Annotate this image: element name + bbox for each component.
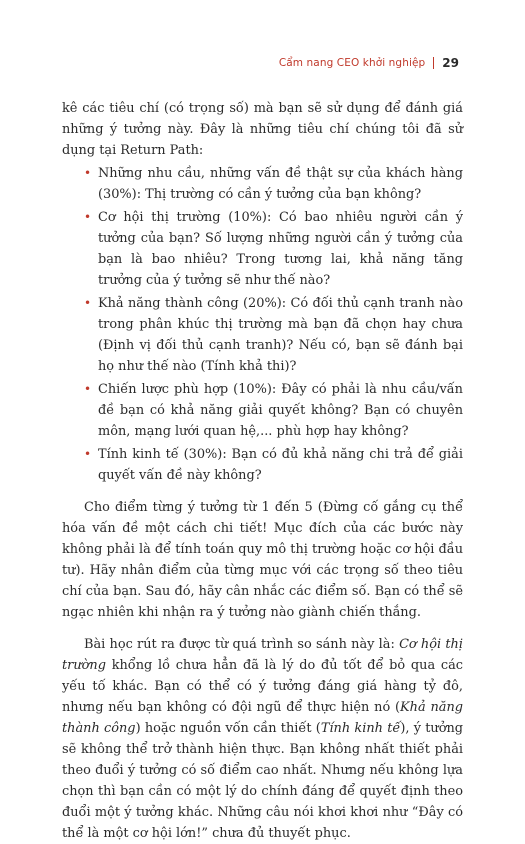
list-item-text: Cơ hội thị trường (10%): Có bao nhiêu người cần ý tưởng của bạn? Số lượng những người cần ý tưởng của bạn là bao nhiêu? Trong tương lai, khả năng tăng trưởng của ý tưởng sẽ như thế nào? xyxy=(98,210,463,288)
list-item-text: Khả năng thành công (20%): Có đối thủ cạnh tranh nào trong phân khúc thị trường mà bạn đã chọn hay chưa (Định vị đối thủ cạnh tranh)? Nếu có, bạn sẽ đánh bại họ như thế nào (Tính khả thi)? xyxy=(98,296,463,374)
emphasis-success-ability: Khả năng thành công xyxy=(62,700,464,736)
list-item xyxy=(84,379,463,442)
list-item xyxy=(84,207,463,291)
bullet-icon: • xyxy=(84,382,92,396)
bullet-icon: • xyxy=(84,447,92,461)
bullet-icon: • xyxy=(84,296,92,310)
list-item xyxy=(84,163,463,205)
list-item xyxy=(84,293,463,377)
emphasis-market-opportunity: Cơ hội thị trường xyxy=(62,637,463,673)
list-item-text: Những nhu cầu, những vấn đề thật sự của khách hàng (30%): Thị trường có cần ý tưởng của bạn không? xyxy=(98,166,463,202)
text-run: ) hoặc nguồn vốn cần thiết ( xyxy=(135,721,321,736)
page-number: 29 xyxy=(442,56,459,70)
emphasis-economics: Tính kinh tế xyxy=(320,721,401,736)
page-body xyxy=(62,98,463,844)
bullet-icon: • xyxy=(84,166,92,180)
criteria-list xyxy=(62,163,463,486)
list-item xyxy=(84,444,463,486)
scoring-paragraph: Cho điểm từng ý tưởng từ 1 đến 5 (Đừng cố gắng cụ thể hóa vấn đề một cách chi tiết! Mục đích của các bước này không phải là để tính toán quy mô thị trường hoặc cơ hội đầu tư). Hãy nhân điểm của từng mục với các trọng số theo tiêu chí của bạn. Sau đó, hãy cân nhắc các điểm số. Bạn có thể sẽ ngạc nhiên khi nhận ra ý tưởng nào giành chiến thắng. xyxy=(62,500,463,620)
header-divider xyxy=(433,57,434,69)
text-run: khổng lồ chưa hẳn đã là lý do đủ tốt để bỏ qua các yếu tố khác. Bạn có thể có ý tưởng đáng giá hàng tỷ đô, nhưng nếu bạn không có đội ngũ để thực hiện nó ( xyxy=(62,658,463,715)
bullet-icon: • xyxy=(84,210,92,224)
running-header xyxy=(279,56,459,70)
text-run: Bài học rút ra được từ quá trình so sánh này là: xyxy=(84,637,400,652)
list-item-text: Tính kinh tế (30%): Bạn có đủ khả năng chi trả để giải quyết vấn đề này không? xyxy=(98,447,463,483)
text-run: ), ý tưởng sẽ không thể trở thành hiện thực. Bạn không nhất thiết phải theo đuổi ý tưởng có số điểm cao nhất. Nhưng nếu không lựa chọn thì bạn cần có một lý do chính đáng để quyết định theo đuổi một ý tưởng khác. Những câu nói khơi khơi như “Đây có thể là một cơ hội lớn!” chưa đủ thuyết phục. xyxy=(62,721,464,841)
lesson-paragraph xyxy=(62,634,463,844)
intro-paragraph: kê các tiêu chí (có trọng số) mà bạn sẽ sử dụng để đánh giá những ý tưởng này. Đây là những tiêu chí chúng tôi đã sử dụng tại Return Path: xyxy=(62,101,463,158)
book-title: Cẩm nang CEO khởi nghiệp xyxy=(278,57,426,69)
list-item-text: Chiến lược phù hợp (10%): Đây có phải là nhu cầu/vấn đề bạn có khả năng giải quyết không? Bạn có chuyên môn, mạng lưới quan hệ,... phù hợp hay không? xyxy=(98,382,463,439)
